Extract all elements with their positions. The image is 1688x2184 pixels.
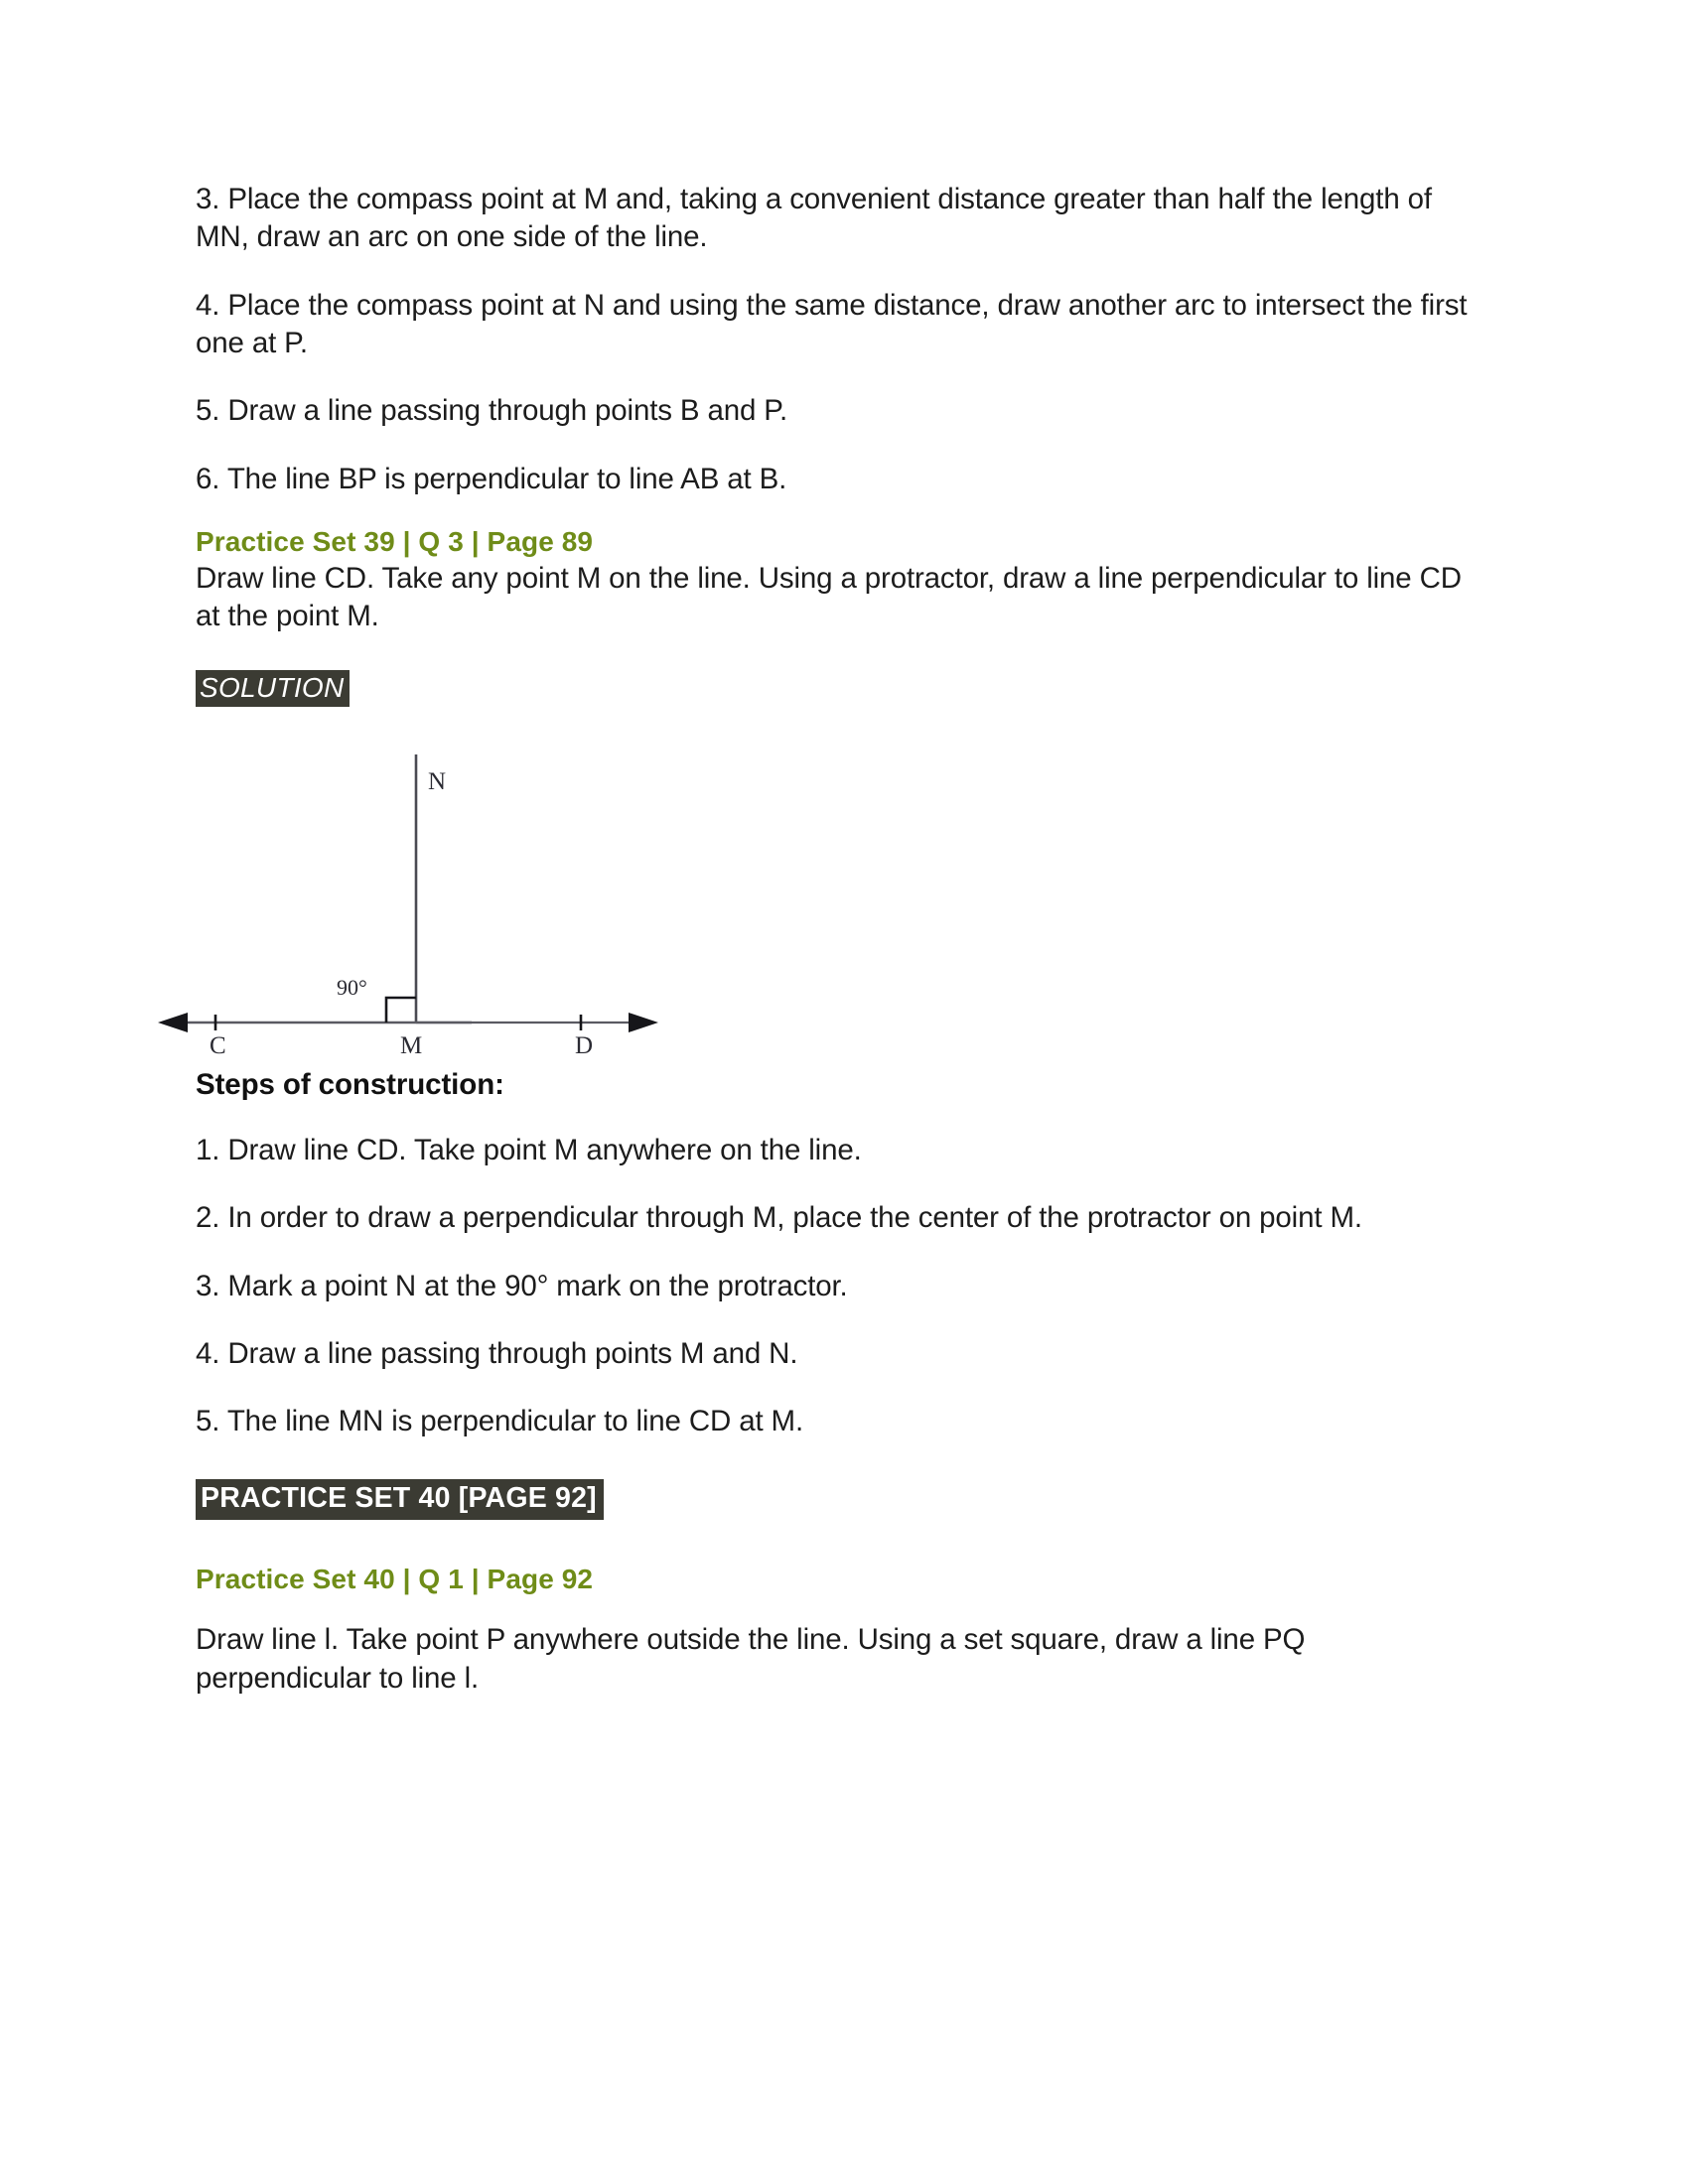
figure-label-angle: 90° (337, 975, 367, 1001)
solution-badge: SOLUTION (196, 670, 350, 707)
figure-label-n: N (428, 768, 447, 796)
paragraph-step-6: 6. The line BP is perpendicular to line AB at B. (196, 462, 787, 495)
construction-step-4: 4. Draw a line passing through points M and N. (196, 1337, 798, 1371)
document-content (196, 181, 1481, 1698)
practice-set-40-section-header: PRACTICE SET 40 [PAGE 92] (196, 1479, 604, 1521)
paragraph-step-5: 5. Draw a line passing through points B and P. (196, 394, 788, 428)
figure-label-m: M (400, 1032, 423, 1060)
figure-label-c: C (210, 1032, 226, 1060)
construction-step-3: 3. Mark a point N at the 90° mark on the protractor. (196, 1269, 848, 1302)
construction-step-1: 1. Draw line CD. Take point M anywhere on the line. (196, 1134, 862, 1167)
paragraph-step-3: 3. Place the compass point at M and, taking a convenient distance greater than half the length of MN, draw an arc on one side of the line. (196, 183, 1432, 254)
practice-set-40-q1-question: Draw line l. Take point P anywhere outside the line. Using a set square, draw a line PQ perpendicular to line l. (196, 1623, 1306, 1695)
perpendicular-line-diagram (186, 735, 642, 1060)
construction-step-2: 2. In order to draw a perpendicular through M, place the center of the protractor on point M. (196, 1201, 1362, 1235)
construction-step-5: 5. The line MN is perpendicular to line CD at M. (196, 1405, 804, 1438)
paragraph-step-4: 4. Place the compass point at N and using the same distance, draw another arc to intersect the first one at P. (196, 288, 1468, 360)
steps-of-construction-title: Steps of construction: (196, 1068, 504, 1102)
figure-label-d: D (575, 1032, 594, 1060)
practice-set-40-q1-heading: Practice Set 40 | Q 1 | Page 92 (196, 1564, 594, 1595)
section-header-wrap (196, 1479, 1481, 1521)
solution-label-wrap (196, 670, 1481, 707)
practice-set-39-q3-question: Draw line CD. Take any point M on the line. Using a protractor, draw a line perpendicular to line CD at the point M. (196, 562, 1462, 633)
practice-set-39-q3-heading: Practice Set 39 | Q 3 | Page 89 (196, 526, 594, 558)
